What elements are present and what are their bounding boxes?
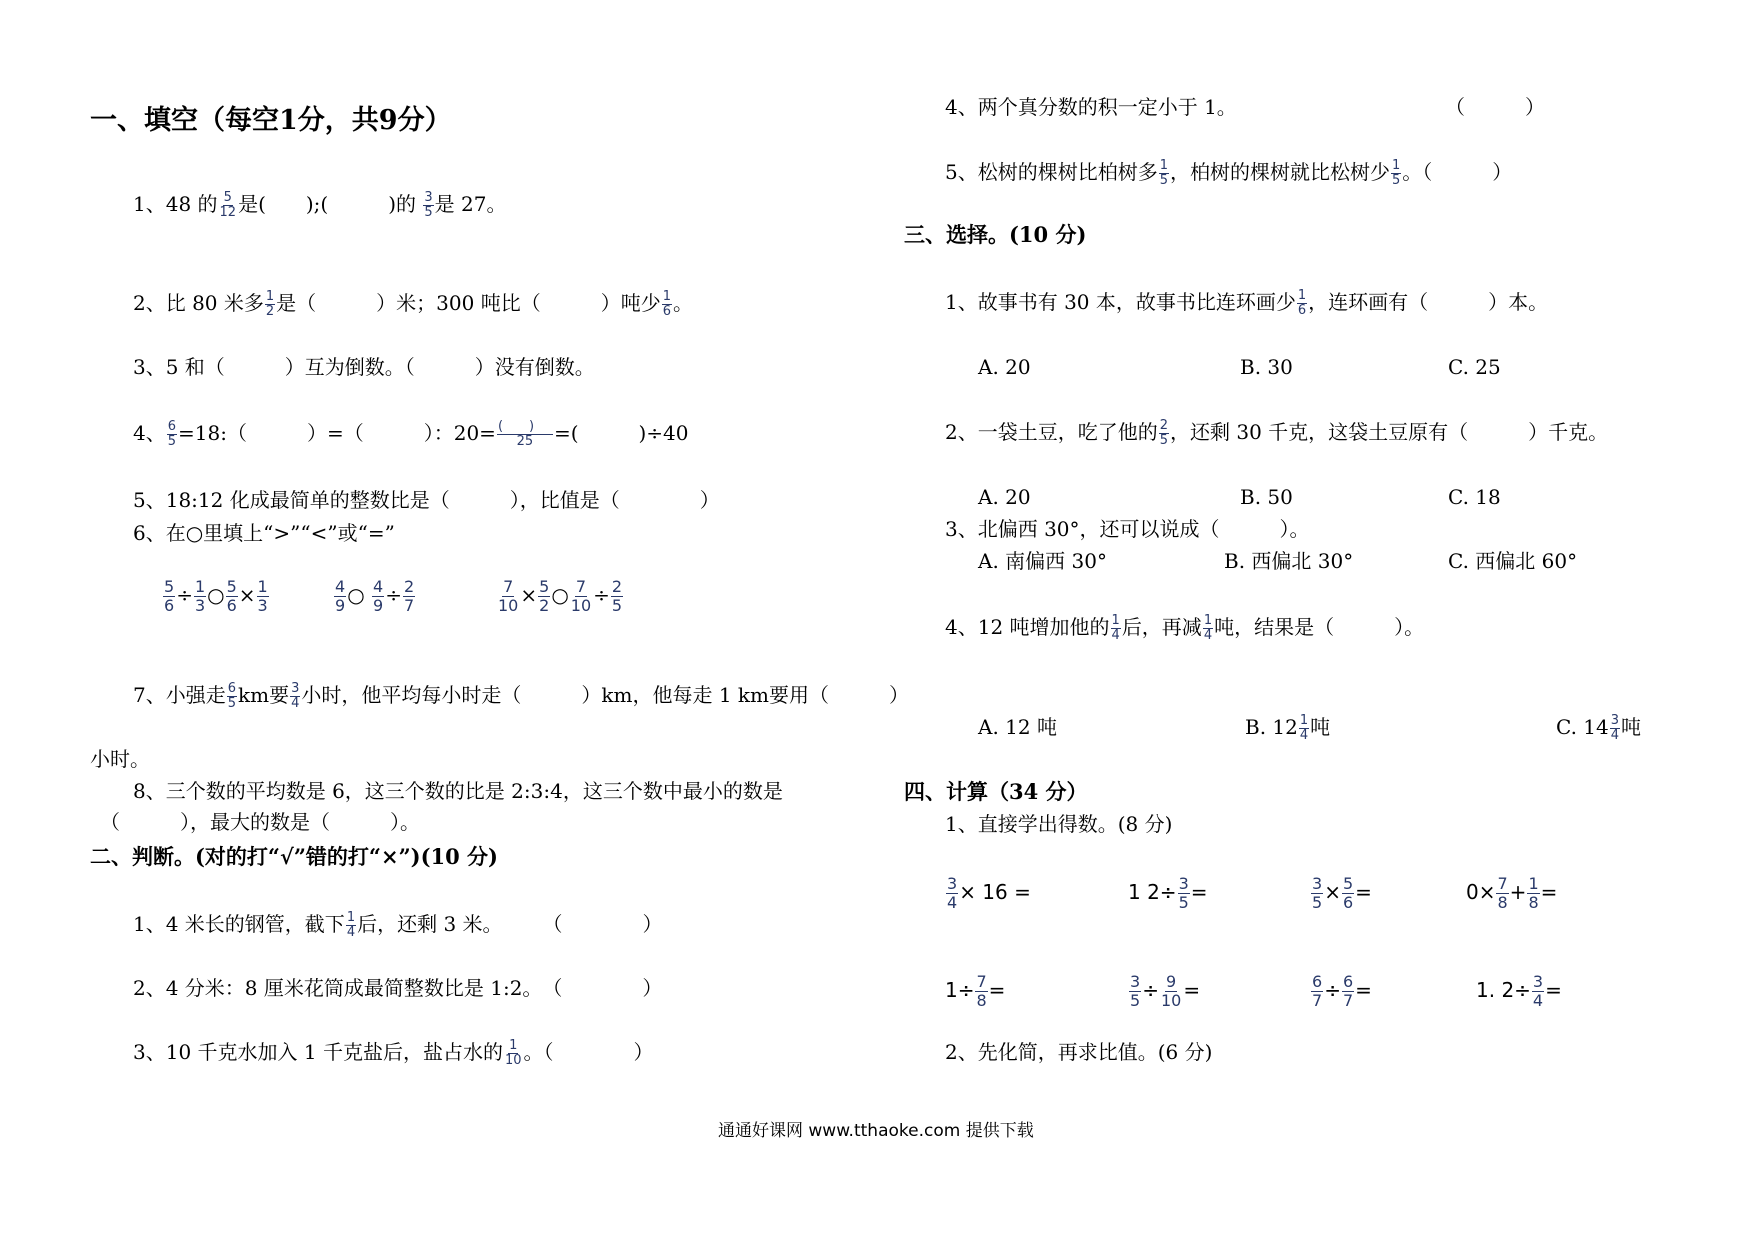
choice-question-1: 1、故事书有 30 本，故事书比连环画少 $\frac{1}{6}$ ，连环画有（ ）本。 (945, 288, 1549, 318)
section-2-title: 二、判断。(对的打“√”错的打“×”)(10 分) (90, 844, 498, 869)
fraction: $\frac{3}{4}$ (291, 681, 300, 711)
fill-question-1: 1、48 的 $\frac{5}{12}$ 是( );( )的 $\frac{3}{5}$ 是 27。 (133, 190, 507, 220)
calc-item-6: $\frac{3}{5}$ ÷ $\frac{9}{10}$ = (1130, 972, 1201, 1010)
judge-question-2: 2、4 分米：8 厘米花筒成最简整数比是 1:2。 （ ） (133, 976, 663, 1000)
choice-question-3: 3、北偏西 30°，还可以说成（ ）。 (945, 517, 1310, 541)
judge-question-4: 4、两个真分数的积一定小于 1。 (945, 95, 1237, 119)
fraction: $\frac{3}{4}$ (1532, 972, 1544, 1010)
section-1-title: 一、填空（每空1分，共9分） (90, 105, 452, 136)
calc-item-5: 1÷ $\frac{7}{8}$ = (945, 972, 1006, 1010)
fraction: $\frac{1}{4}$ (1203, 613, 1213, 643)
fill-question-8: 8、三个数的平均数是 6，这三个数的比是 2:3:4，这三个数中最小的数是 (133, 779, 783, 803)
calc-item-4: 0× $\frac{7}{8}$ + $\frac{1}{8}$ = (1466, 874, 1558, 912)
section-4-title: 四、计算（34 分） (904, 779, 1088, 804)
fraction: $\frac{2}{7}$ (403, 577, 415, 615)
fill-question-3: 3、5 和（ ）互为倒数。（ ）没有倒数。 (133, 355, 595, 379)
choice-3-option-b: B. 西偏北 30° (1224, 549, 1354, 573)
choice-2-option-c: C. 18 (1448, 485, 1501, 509)
fraction: $\frac{1}{2}$ (265, 289, 275, 319)
choice-question-2: 2、一袋土豆，吃了他的 $\frac{2}{5}$ ，还剩 30 千克，这袋土豆原有（ ）千克。 (945, 418, 1609, 448)
choice-2-option-a: A. 20 (978, 485, 1031, 509)
fraction: $\frac{1}{6}$ (662, 289, 671, 319)
fraction: $\frac{4}{9}$ (335, 577, 346, 615)
calc-item-7: $\frac{6}{7}$ ÷ $\frac{6}{7}$ = (1312, 972, 1372, 1010)
choice-1-option-a: A. 20 (978, 355, 1031, 379)
fill-question-5: 5、18:12 化成最简单的整数比是（ ），比值是（ ） (133, 488, 720, 512)
fraction: $\frac{6}{5}$ (227, 681, 237, 711)
fraction: $\frac{5}{2}$ (539, 577, 550, 615)
fraction: $\frac{5}{12}$ (219, 190, 237, 220)
fraction: $\frac{3}{4}$ (1610, 713, 1620, 743)
fraction: $\frac{1}{3}$ (257, 577, 268, 615)
choice-2-option-b: B. 50 (1240, 485, 1293, 509)
fraction: $\frac{2}{5}$ (1159, 418, 1169, 448)
judge-question-3: 3、10 千克水加入 1 千克盐后，盐占水的 $\frac{1}{10}$ 。（ ） (133, 1038, 654, 1068)
choice-3-option-a: A. 南偏西 30° (978, 549, 1107, 573)
fraction: $\frac{1}{3}$ (194, 577, 206, 615)
calc-part-1-title: 1、直接学出得数。(8 分) (945, 812, 1173, 836)
calc-item-8: 1. 2÷ $\frac{3}{4}$ = (1476, 972, 1562, 1010)
fraction: $\frac{7}{10}$ (570, 577, 592, 615)
fill-question-2: 2、比 80 米多 $\frac{1}{2}$ 是（ ）米；300 吨比（ ）吨少 $\frac{1}{6}$ 。 (133, 289, 693, 319)
fraction: $\frac{9}{10}$ (1160, 972, 1182, 1010)
section-3-title: 三、选择。(10 分) (904, 222, 1087, 247)
fraction: $\frac{5}{6}$ (226, 577, 237, 615)
calc-item-3: $\frac{3}{5}$ × $\frac{5}{6}$ = (1312, 874, 1372, 912)
fraction: $\frac{1}{4}$ (1111, 613, 1120, 643)
choice-4-option-b: B. 12 $\frac{1}{4}$ 吨 (1245, 713, 1331, 743)
fill-question-7-continued: 小时。 (90, 747, 150, 771)
fraction: $\frac{3}{5}$ (1130, 972, 1141, 1010)
fraction: $\frac{4}{9}$ (373, 577, 384, 615)
fraction: $\frac{1}{8}$ (1528, 874, 1539, 912)
fraction: $\frac{2}{5}$ (611, 577, 623, 615)
fraction: $\frac{6}{7}$ (1312, 972, 1323, 1010)
judge-question-5: 5、松树的棵树比柏树多 $\frac{1}{5}$ ，柏树的棵树就比松树少 $\frac{1}{5}$ 。（ ） (945, 158, 1513, 188)
fill-question-7: 7、小强走 $\frac{6}{5}$ km要 $\frac{3}{4}$ 小时，他平均每小时走（ ）km，他每走 1 km要用（ ） (133, 681, 909, 711)
page-footer: 通通好课网 www.tthaoke.com 提供下载 (718, 1121, 1034, 1141)
calc-item-1: $\frac{3}{4}$ × 16 = (947, 874, 1031, 912)
circle-blank: ○ (207, 583, 225, 607)
fraction: $\frac{3}{5}$ (1312, 874, 1323, 912)
choice-4-option-a: A. 12 吨 (978, 715, 1057, 739)
fraction: $\frac{1}{6}$ (1297, 288, 1307, 318)
fraction: $\frac{7}{8}$ (1497, 874, 1508, 912)
fraction: $\frac{1}{4}$ (1299, 713, 1309, 743)
choice-3-option-c: C. 西偏北 60° (1448, 549, 1578, 573)
fraction: $\frac{1}{5}$ (1392, 158, 1401, 188)
circle-blank: ○ (551, 583, 569, 607)
fraction: $\frac{1}{10}$ (504, 1038, 522, 1068)
compare-item-a: $\frac{5}{6}$ ÷ $\frac{1}{3}$ ○ $\frac{5}{6}$ × $\frac{1}{3}$ (164, 577, 268, 615)
fraction: $\frac{7}{8}$ (976, 972, 987, 1010)
compare-item-c: $\frac{7}{10}$ × $\frac{5}{2}$ ○ $\frac{7}{10}$ ÷ $\frac{2}{5}$ (498, 577, 623, 615)
fraction: $\frac{6}{7}$ (1342, 972, 1354, 1010)
fraction: $\frac{5}{6}$ (164, 577, 175, 615)
compare-item-b: $\frac{4}{9}$ ○ $\frac{4}{9}$ ÷ $\frac{2}{7}$ (335, 577, 415, 615)
fraction: $\frac{1}{4}$ (346, 910, 356, 940)
fill-question-4: 4、 $\frac{6}{5}$ =18:（ ）=（ ）：20= ( ) 25 =( )÷40 (133, 419, 689, 449)
judge-question-4-blank: （ ） (1445, 95, 1545, 119)
fraction: $\frac{3}{5}$ (424, 190, 433, 220)
judge-question-1: 1、4 米长的钢管，截下 $\frac{1}{4}$ 后，还剩 3 米。 （ ） (133, 910, 663, 940)
fraction: $\frac{7}{10}$ (498, 577, 519, 615)
fill-question-8-continued: （ ），最大的数是（ ）。 (100, 810, 420, 834)
choice-question-4: 4、12 吨增加他的 $\frac{1}{4}$ 后，再减 $\frac{1}{4}$ 吨，结果是（ ）。 (945, 613, 1425, 643)
blank-fraction: ( ) 25 (497, 420, 553, 449)
choice-4-option-c: C. 14 $\frac{3}{4}$ 吨 (1556, 713, 1642, 743)
fill-question-6: 6、在○里填上“>”“<”或“=” (133, 521, 395, 545)
fraction: $\frac{6}{5}$ (167, 419, 177, 449)
fraction: $\frac{3}{5}$ (1178, 874, 1189, 912)
calc-part-2-title: 2、先化简，再求比值。(6 分) (945, 1040, 1213, 1064)
choice-1-option-c: C. 25 (1448, 355, 1501, 379)
fraction: $\frac{1}{5}$ (1159, 158, 1169, 188)
circle-blank: ○ (347, 583, 365, 607)
calc-item-2: 1 2÷ $\frac{3}{5}$ = (1128, 874, 1208, 912)
fraction: $\frac{3}{4}$ (947, 874, 958, 912)
choice-1-option-b: B. 30 (1240, 355, 1293, 379)
fraction: $\frac{5}{6}$ (1342, 874, 1354, 912)
